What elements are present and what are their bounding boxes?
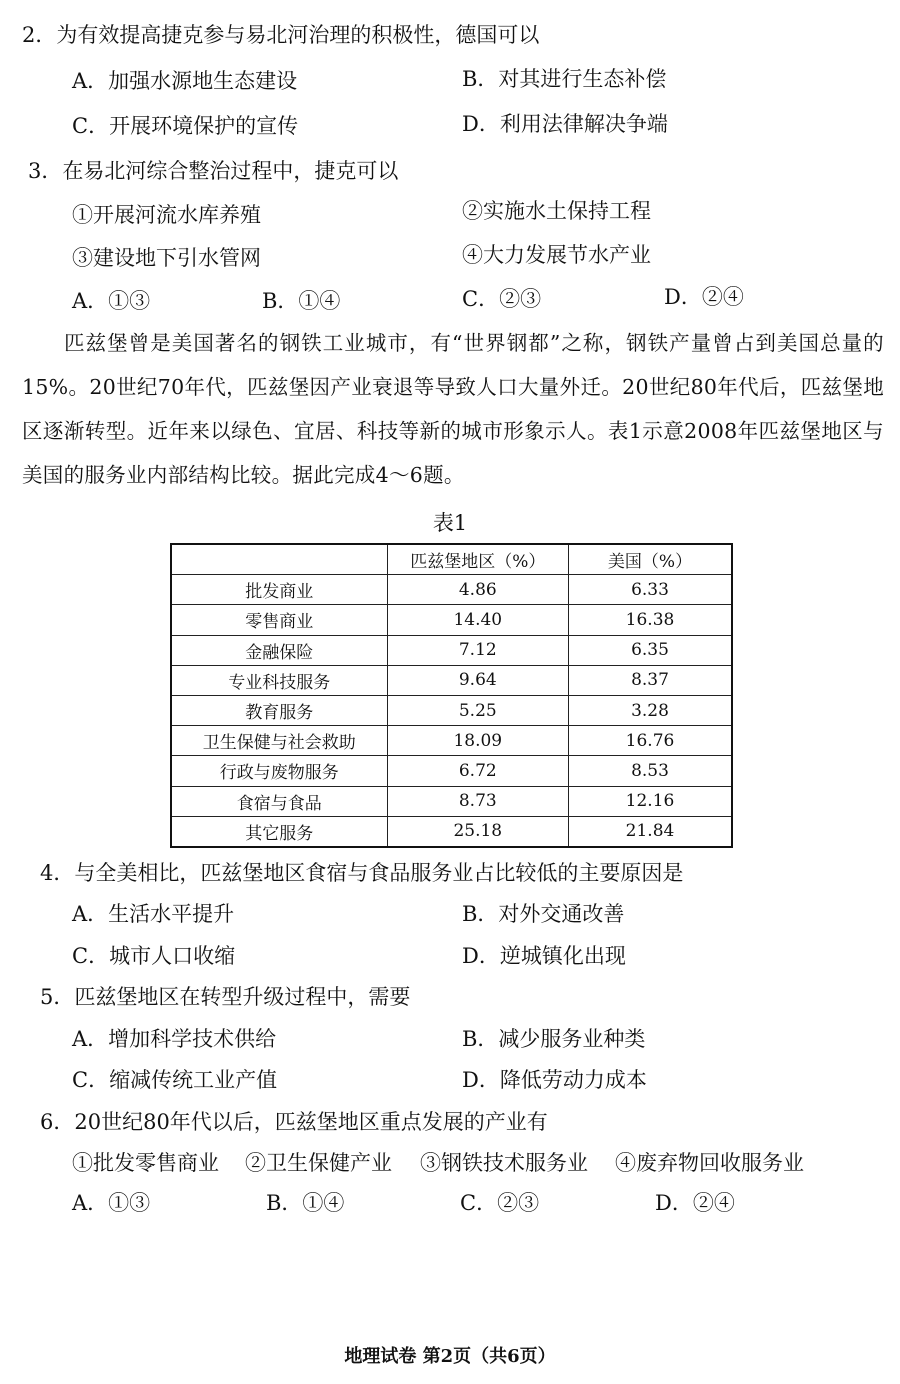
q3-item-3: ③建设地下引水管网 — [72, 246, 261, 270]
table-row — [171, 816, 732, 847]
q3-item-2: ②实施水土保持工程 — [462, 199, 651, 223]
usa-value: 16.76 — [569, 726, 733, 756]
q3-stem: 3．在易北河综合整治过程中，捷克可以 — [28, 159, 399, 183]
q6-item-4: ④废弃物回收服务业 — [615, 1151, 804, 1175]
pittsburgh-value: 9.64 — [387, 665, 568, 695]
row-label: 零售商业 — [171, 605, 387, 635]
q6-stem: 6．20世纪80年代以后，匹兹堡地区重点发展的产业有 — [40, 1110, 548, 1134]
q5-option-a: A．增加科学技术供给 — [72, 1027, 277, 1051]
q2-stem: 2．为有效提高捷克参与易北河治理的积极性，德国可以 — [22, 23, 540, 47]
row-label: 卫生保健与社会救助 — [171, 726, 387, 756]
row-label: 专业科技服务 — [171, 665, 387, 695]
row-label: 教育服务 — [171, 695, 387, 725]
usa-value: 6.33 — [569, 575, 733, 605]
q4-option-d: D．逆城镇化出现 — [462, 944, 626, 968]
q4-option-a: A．生活水平提升 — [72, 902, 235, 926]
usa-value: 3.28 — [569, 695, 733, 725]
q6-option-b: B．①④ — [266, 1191, 345, 1215]
usa-value: 12.16 — [569, 786, 733, 816]
usa-value: 21.84 — [569, 816, 733, 847]
header-cell-usa: 美国（%） — [569, 544, 733, 575]
q5-option-d: D．降低劳动力成本 — [462, 1068, 647, 1092]
pittsburgh-value: 4.86 — [387, 575, 568, 605]
pittsburgh-value: 6.72 — [387, 756, 568, 786]
q6-item-3: ③钢铁技术服务业 — [420, 1151, 588, 1175]
row-label: 行政与废物服务 — [171, 756, 387, 786]
service-structure-table — [170, 543, 733, 848]
q3-option-b: B．①④ — [262, 289, 341, 313]
table-row — [171, 726, 732, 756]
usa-value: 8.53 — [569, 756, 733, 786]
q5-stem: 5．匹兹堡地区在转型升级过程中，需要 — [40, 985, 411, 1009]
q2-option-d: D．利用法律解决争端 — [462, 112, 668, 136]
q5-option-b: B．减少服务业种类 — [462, 1027, 646, 1051]
q5-option-c: C．缩减传统工业产值 — [72, 1068, 278, 1092]
pittsburgh-value: 18.09 — [387, 726, 568, 756]
q4-option-c: C．城市人口收缩 — [72, 944, 236, 968]
pittsburgh-value: 7.12 — [387, 635, 568, 665]
table-row — [171, 605, 732, 635]
table-row — [171, 786, 732, 816]
row-label: 食宿与食品 — [171, 786, 387, 816]
table-row — [171, 635, 732, 665]
q6-item-2: ②卫生保健产业 — [245, 1151, 392, 1175]
row-label: 批发商业 — [171, 575, 387, 605]
q6-option-d: D．②④ — [655, 1191, 735, 1215]
row-label: 金融保险 — [171, 635, 387, 665]
table-row — [171, 695, 732, 725]
q6-option-c: C．②③ — [460, 1191, 540, 1215]
pittsburgh-value: 5.25 — [387, 695, 568, 725]
table-header-row — [171, 544, 732, 575]
q3-option-d: D．②④ — [664, 285, 744, 309]
usa-value: 8.37 — [569, 665, 733, 695]
q3-item-4: ④大力发展节水产业 — [462, 243, 651, 267]
table-row — [171, 575, 732, 605]
table-row — [171, 756, 732, 786]
pittsburgh-value: 8.73 — [387, 786, 568, 816]
q4-option-b: B．对外交通改善 — [462, 902, 625, 926]
q2-option-b: B．对其进行生态补偿 — [462, 67, 667, 91]
pittsburgh-value: 14.40 — [387, 605, 568, 635]
reading-passage: 匹兹堡曾是美国著名的钢铁工业城市，有“世界钢都”之称，钢铁产量曾占到美国总量的15%。20世纪70年代，匹兹堡因产业衰退等导致人口大量外迁。20世纪80年代后，匹兹堡地区逐渐转型。近年来以绿色、宜居、科技等新的城市形象示人。表1示意2008年匹兹堡地区与美国的服务业内部结构比较。据此完成4～6题。 — [22, 331, 884, 487]
q3-option-a: A．①③ — [72, 289, 151, 313]
q6-item-1: ①批发零售商业 — [72, 1151, 219, 1175]
q3-item-1: ①开展河流水库养殖 — [72, 203, 261, 227]
usa-value: 6.35 — [569, 635, 733, 665]
q3-option-c: C．②③ — [462, 287, 542, 311]
pittsburgh-value: 25.18 — [387, 816, 568, 847]
q2-option-c: C．开展环境保护的宣传 — [72, 114, 299, 138]
table-row — [171, 665, 732, 695]
header-cell-blank — [171, 544, 387, 575]
q4-stem: 4．与全美相比，匹兹堡地区食宿与食品服务业占比较低的主要原因是 — [40, 861, 684, 885]
page-footer: 地理试卷 第2页（共6页） — [344, 1346, 556, 1367]
header-cell-pittsburgh: 匹兹堡地区（%） — [387, 544, 568, 575]
table-title: 表1 — [432, 511, 468, 535]
row-label: 其它服务 — [171, 816, 387, 847]
q2-option-a: A．加强水源地生态建设 — [72, 69, 298, 93]
usa-value: 16.38 — [569, 605, 733, 635]
q6-option-a: A．①③ — [72, 1191, 151, 1215]
